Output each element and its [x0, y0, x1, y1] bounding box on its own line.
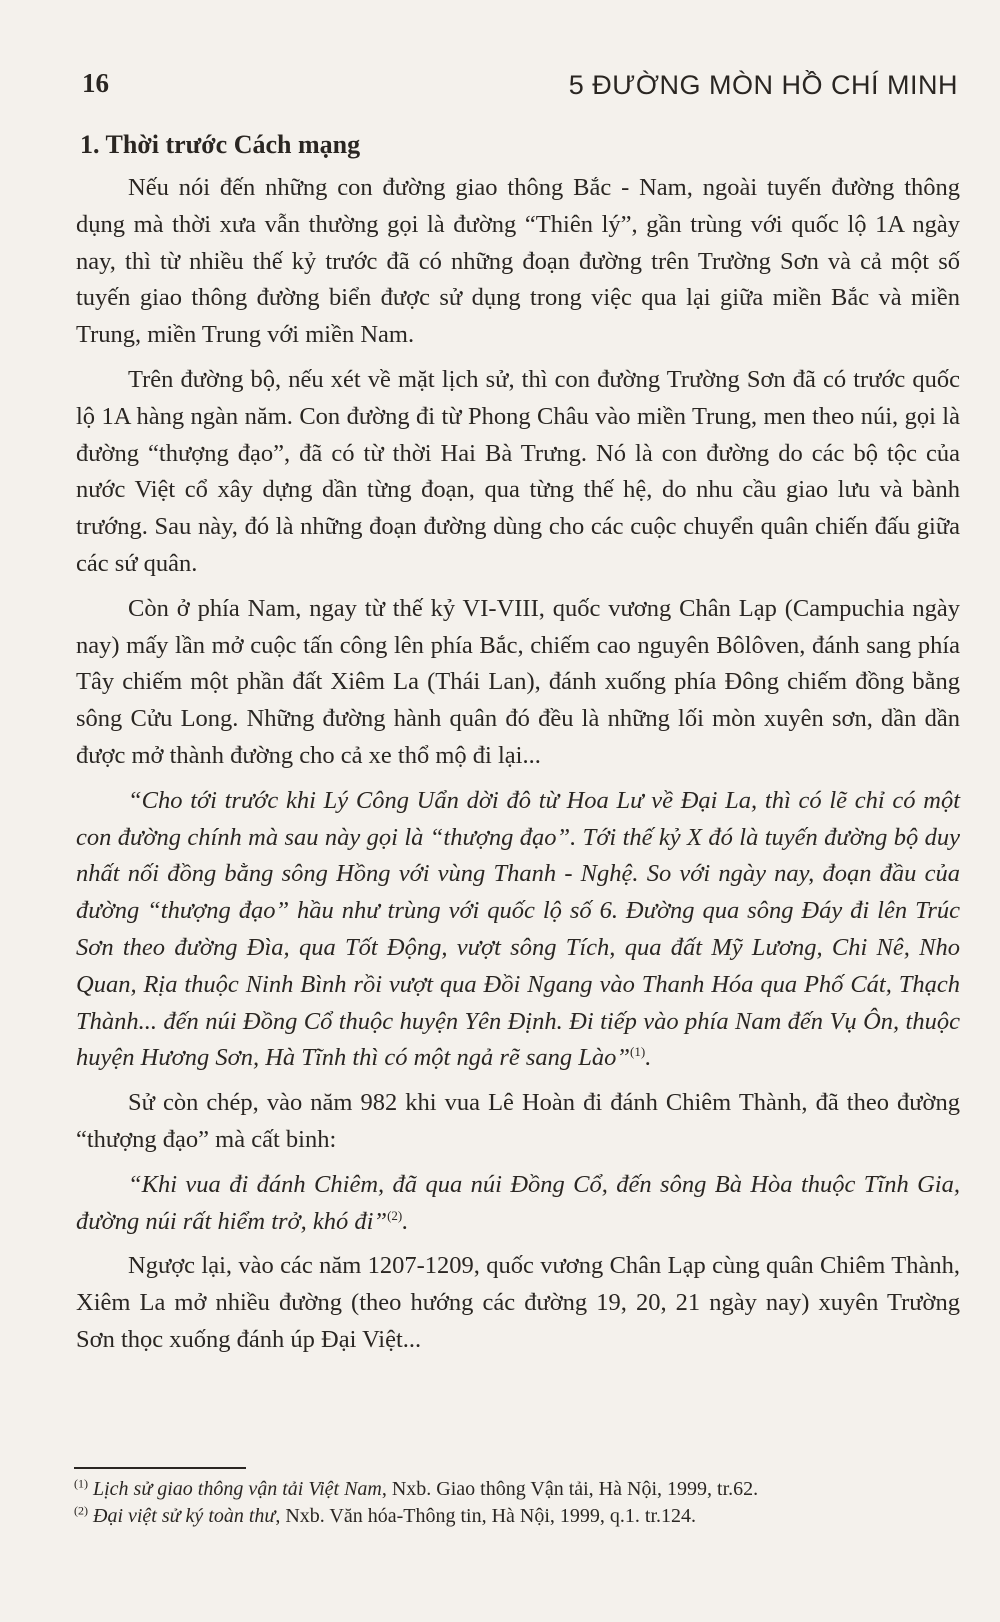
footnote-1-title: Lịch sử giao thông vận tải Việt Nam — [93, 1478, 382, 1500]
footnote-1 — [74, 1476, 960, 1503]
footnote-1-marker: (1) — [74, 1476, 88, 1491]
footnote-divider — [74, 1467, 246, 1469]
paragraph-5: Ngược lại, vào các năm 1207-1209, quốc vương Chân Lạp cùng quân Chiêm Thành, Xiêm La mở nhiều đường (theo hướng các đường 19, 20, 21 ngày nay) xuyên Trường Sơn thọc xuống đánh úp Đại Việt... — [76, 1252, 960, 1353]
paragraph-4: Sử còn chép, vào năm 982 khi vua Lê Hoàn đi đánh Chiêm Thành, đã theo đường “thượng đạo” mà cất binh: — [76, 1089, 960, 1153]
quote-1-text: “Cho tới trước khi Lý Công Uẩn dời đô từ Hoa Lư về Đại La, thì có lẽ chỉ có một con đường chính mà sau này gọi là “thượng đạo”. Tới thế kỷ X đó là tuyến đường bộ duy nhất nối đồng bằng sông Hồng với vùng Thanh - Nghệ. So với ngày nay, đoạn đầu của đường “thượng đạo” hầu như trùng với quốc lộ số 6. Đường qua sông Đáy đi lên Trúc Sơn theo đường Đìa, qua Tốt Động, vượt sông Tích, qua đất Mỹ Lương, Chi Nê, Nho Quan, Rịa thuộc Ninh Bình rồi vượt qua Đồi Ngang vào Thanh Hóa qua Phố Cát, Thạch Thành... đến núi Đồng Cổ thuộc huyện Yên Định. Đi tiếp vào phía Nam đến Vụ Ôn, thuộc huyện Hương Sơn, Hà Tĩnh thì có một ngả rẽ sang Lào” — [76, 786, 960, 1072]
footnote-2 — [74, 1503, 960, 1530]
section-heading: 1. Thời trước Cách mạng — [80, 130, 361, 159]
quote-2 — [76, 1167, 960, 1241]
footnote-2-rest: , Nxb. Văn hóa-Thông tin, Hà Nội, 1999, q.1. tr.124. — [275, 1505, 697, 1527]
paragraph-3: Còn ở phía Nam, ngay từ thế kỷ VI-VIII, quốc vương Chân Lạp (Campuchia ngày nay) mấy lần mở cuộc tấn công lên phía Bắc, chiếm cao nguyên Bôlôven, đánh sang phía Tây chiếm một phần đất Xiêm La (Thái Lan), đánh xuống phía Đông chiếm đồng bằng sông Cửu Long. Những đường hành quân đó đều là những lối mòn xuyên sơn, dần dần được mở thành đường cho cả xe thổ mộ đi lại... — [76, 594, 960, 769]
running-title: 5 ĐƯỜNG MÒN HỒ CHÍ MINH — [568, 70, 958, 100]
footnotes — [74, 1476, 960, 1530]
quote-2-end: . — [402, 1207, 409, 1235]
quote-2-text: “Khi vua đi đánh Chiêm, đã qua núi Đồng Cổ, đến sông Bà Hòa thuộc Tĩnh Gia, đường núi rất hiểm trở, khó đi” — [76, 1170, 960, 1235]
footnote-2-title: Đại việt sử ký toàn thư — [93, 1505, 276, 1527]
quote-1-end: . — [645, 1044, 652, 1072]
footnote-1-rest: , Nxb. Giao thông Vận tải, Hà Nội, 1999, tr.62. — [381, 1478, 759, 1500]
footnote-2-marker: (2) — [74, 1503, 88, 1518]
paragraph-2: Trên đường bộ, nếu xét về mặt lịch sử, thì con đường Trường Sơn đã có trước quốc lộ 1A hàng ngàn năm. Con đường đi từ Phong Châu vào miền Trung, men theo núi, gọi là đường “thượng đạo”, đã có từ thời Hai Bà Trưng. Nó là con đường do các bộ tộc của nước Việt cổ xây dựng dần từng đoạn, qua từng thế hệ, do nhu cầu giao lưu và bành trướng. Sau này, đó là những đoạn đường dùng cho các cuộc chuyển quân chiến đấu giữa các sứ quân. — [76, 365, 960, 577]
page-header — [82, 66, 958, 110]
body-text — [76, 128, 960, 1367]
footnote-ref-2: (2) — [387, 1207, 403, 1223]
footnote-ref-1: (1) — [630, 1044, 646, 1060]
paragraph-1: Nếu nói đến những con đường giao thông Bắc - Nam, ngoài tuyến đường thông dụng mà thời xưa vẫn thường gọi là đường “Thiên lý”, gần trùng với quốc lộ 1A ngày nay, thì từ nhiều thế kỷ trước đã có những đoạn đường trên Trường Sơn và cả một số tuyến giao thông đường biển được sử dụng trong việc qua lại giữa miền Bắc và miền Trung, miền Trung với miền Nam. — [76, 174, 960, 349]
quote-1 — [76, 783, 960, 1077]
page-number: 16 — [82, 68, 109, 98]
